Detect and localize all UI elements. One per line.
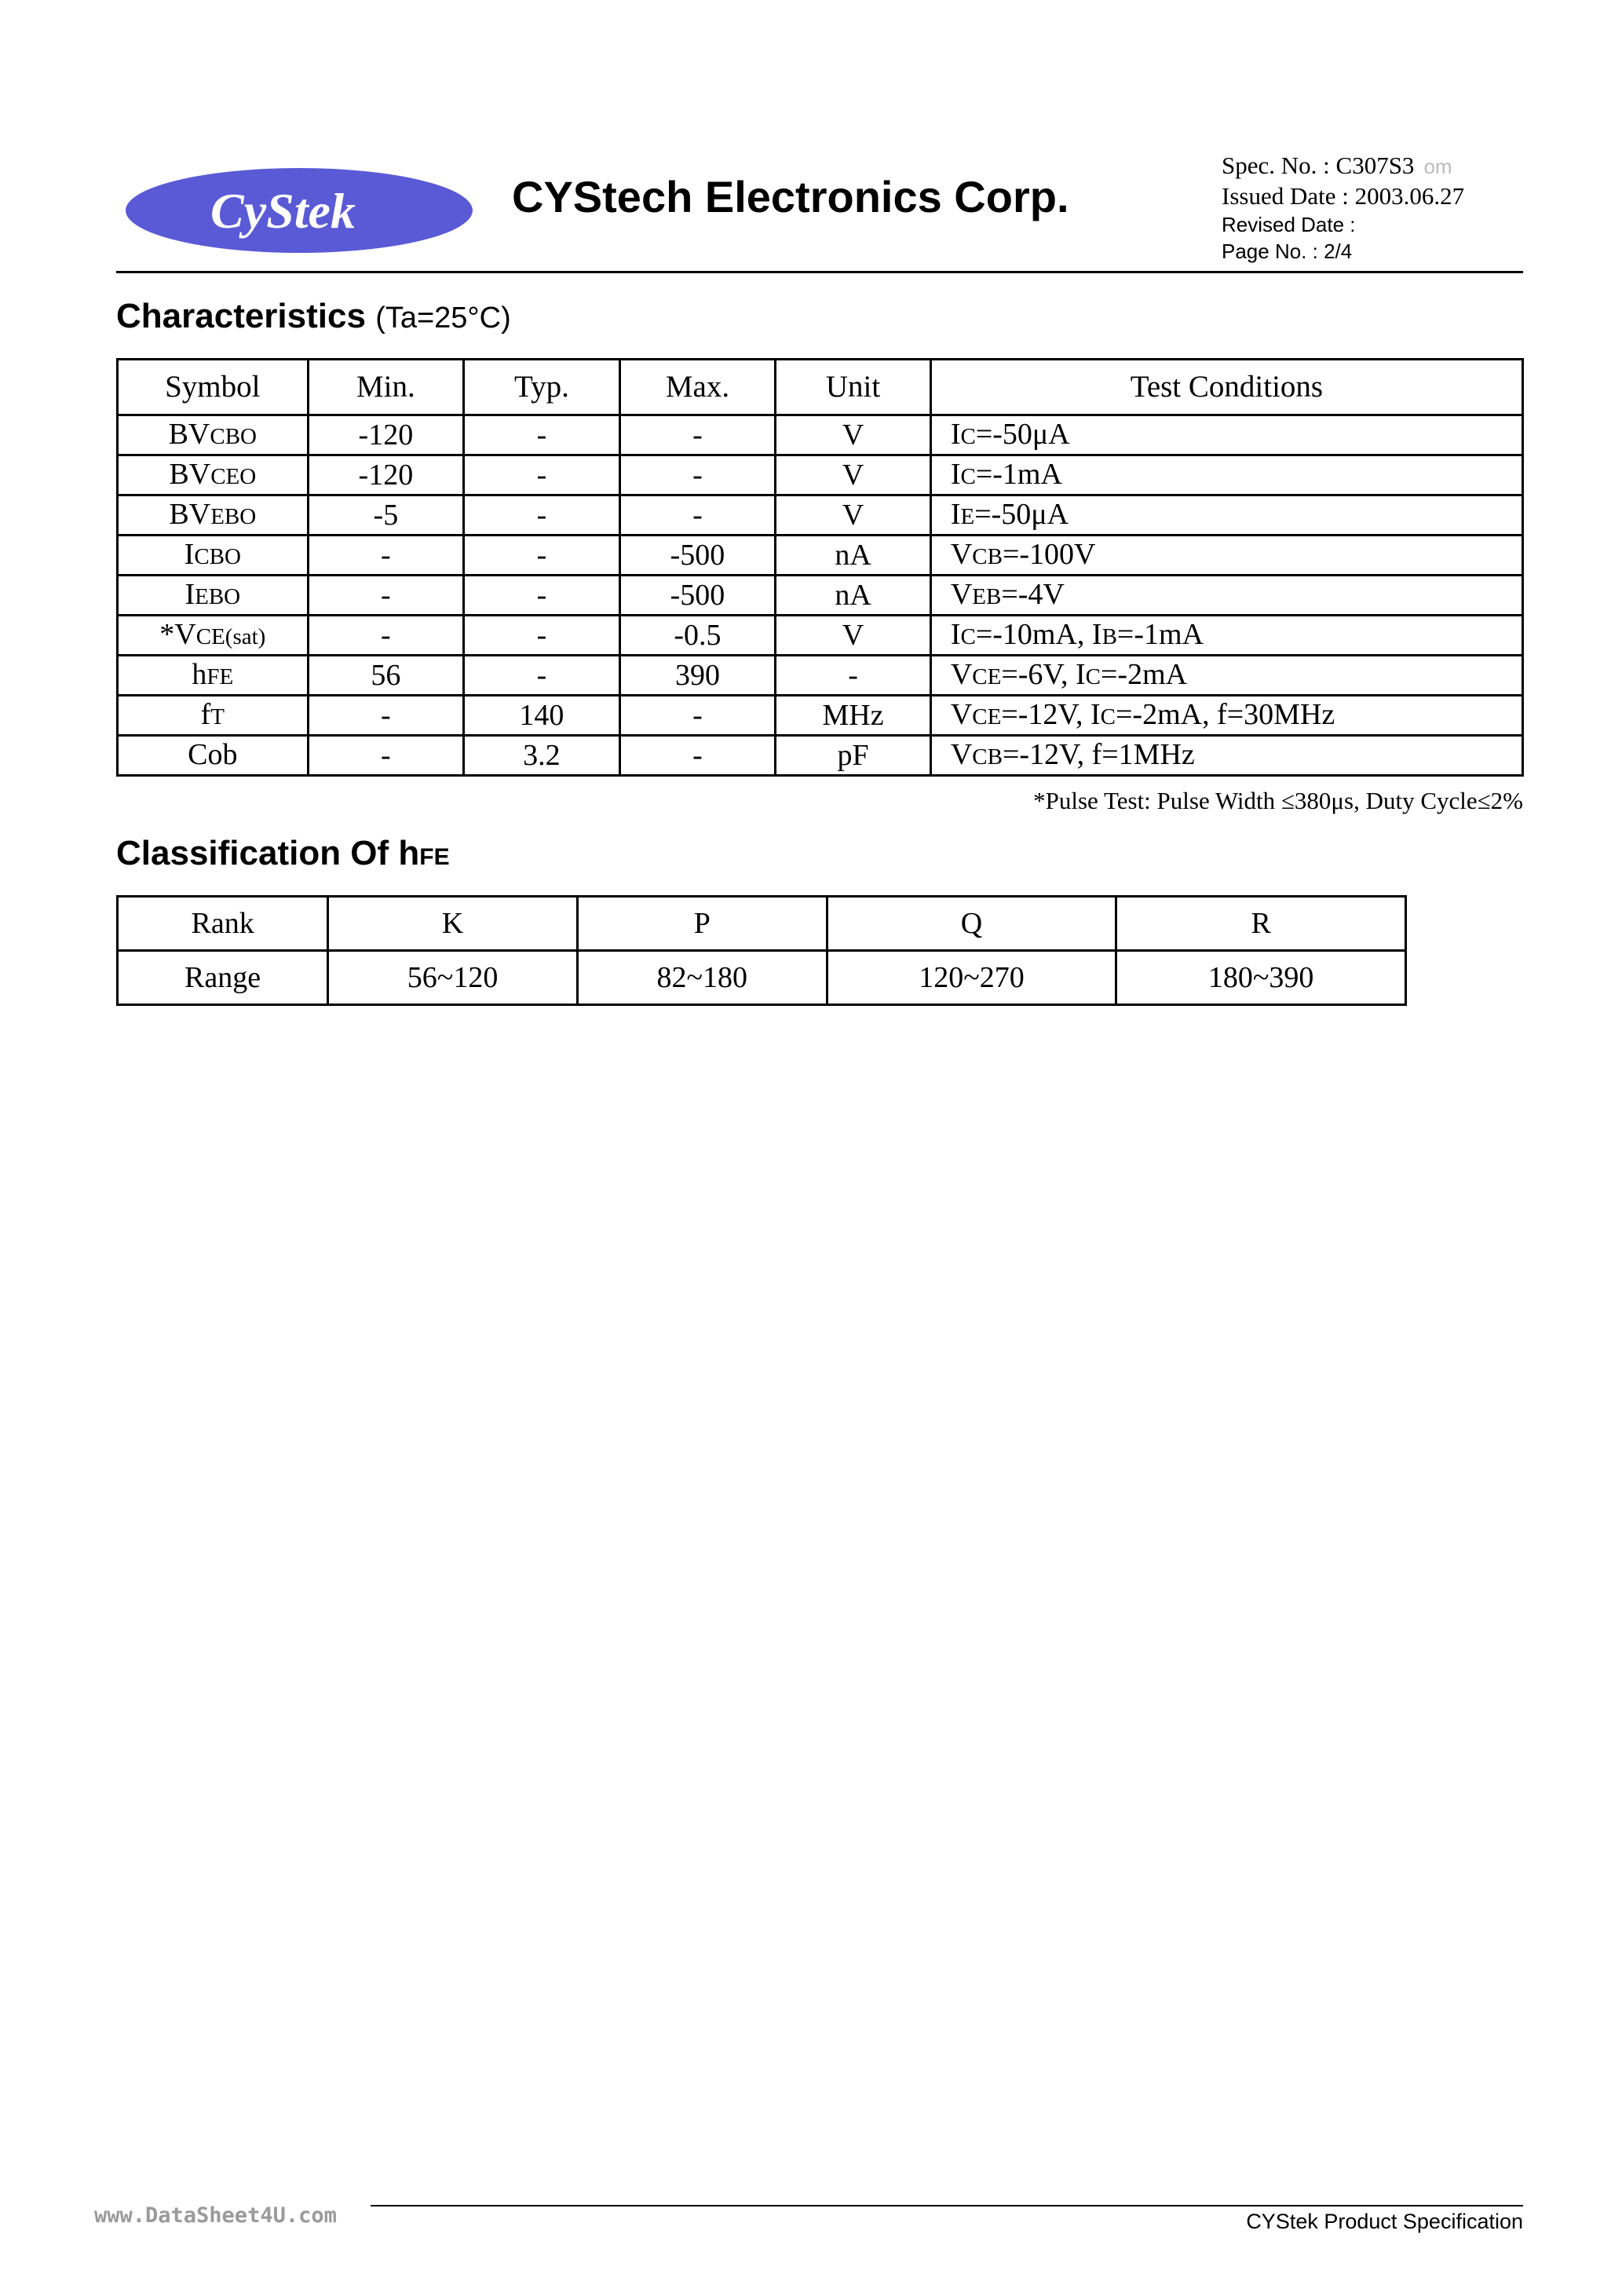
condition-subscript: C: [960, 463, 976, 489]
condition-text: I: [950, 457, 961, 491]
typ-cell: 140: [464, 696, 620, 736]
column-header: Test Conditions: [930, 360, 1522, 415]
symbol-subscript: T: [210, 704, 225, 729]
symbol-cell: [118, 656, 309, 696]
symbol-main: BV: [169, 497, 211, 531]
condition-subscript: CE: [972, 704, 1002, 729]
unit-cell: V: [776, 455, 931, 495]
issued-date-label: Issued Date :: [1222, 182, 1355, 210]
min-cell: -: [308, 616, 464, 656]
symbol-main: BV: [169, 457, 211, 491]
unit-cell: pF: [776, 736, 931, 776]
symbol-subscript: CEO: [210, 463, 257, 489]
symbol-main: I: [184, 537, 195, 571]
condition-text: V: [950, 577, 973, 611]
symbol-main: h: [192, 657, 207, 691]
symbol-subscript: FE: [206, 664, 234, 689]
table-row: [118, 696, 1523, 736]
min-cell: -: [308, 536, 464, 576]
condition-text: =-2mA: [1100, 657, 1188, 691]
company-name: CYStech Electronics Corp.: [512, 172, 1069, 221]
max-cell: -0.5: [619, 616, 776, 656]
condition-text: I: [950, 617, 961, 651]
typ-cell: -: [464, 576, 620, 616]
condition-text: =-6V, I: [1001, 657, 1086, 691]
column-header: Typ.: [464, 360, 620, 415]
condition-subscript: C: [1100, 704, 1116, 729]
rank-label: Rank: [118, 897, 328, 951]
spec-no-label: Spec. No. :: [1222, 152, 1336, 179]
min-cell: -120: [308, 415, 464, 455]
condition-subscript: C: [960, 423, 976, 449]
max-cell: 390: [619, 656, 776, 696]
condition-text: I: [950, 497, 961, 531]
condition-text: V: [950, 657, 973, 691]
unit-cell: V: [776, 415, 931, 455]
condition-subscript: CE: [972, 664, 1002, 689]
unit-cell: nA: [776, 576, 931, 616]
rank-cell: Q: [827, 897, 1116, 951]
condition-text: =-1mA: [1116, 617, 1204, 651]
table-row: [118, 576, 1523, 616]
test-condition-cell: [930, 736, 1522, 776]
logo-text: CyStek: [210, 183, 356, 239]
condition-text: V: [950, 537, 973, 571]
symbol-cell: [118, 536, 309, 576]
unit-cell: V: [776, 616, 931, 656]
symbol-main: *V: [159, 617, 196, 651]
typ-cell: -: [464, 656, 620, 696]
table-row: [118, 536, 1523, 576]
max-cell: -500: [619, 536, 776, 576]
min-cell: -: [308, 576, 464, 616]
min-cell: -5: [308, 495, 464, 536]
watermark-fragment: om: [1423, 155, 1452, 178]
condition-text: =-50μA: [975, 417, 1070, 451]
symbol-main: I: [184, 577, 195, 611]
characteristics-condition: (Ta=25°C): [375, 302, 511, 335]
table-row: [118, 656, 1523, 696]
characteristics-heading: [116, 297, 511, 336]
condition-text: =-1mA: [975, 457, 1062, 491]
footer-divider: [371, 2205, 1523, 2206]
spec-no-value: C307S3: [1335, 152, 1415, 179]
symbol-cell: [118, 415, 309, 455]
table-row: [118, 455, 1523, 495]
table-row: [118, 616, 1523, 656]
symbol-subscript: CBO: [194, 543, 241, 569]
min-cell: -: [308, 736, 464, 776]
condition-text: V: [950, 697, 973, 731]
condition-text: =-12V, f=1MHz: [1002, 737, 1195, 771]
typ-cell: -: [464, 536, 620, 576]
range-cell: 56~120: [328, 951, 578, 1005]
test-condition-cell: [930, 536, 1522, 576]
range-cell: 120~270: [827, 951, 1116, 1005]
typ-cell: -: [464, 616, 620, 656]
symbol-cell: [118, 576, 309, 616]
typ-cell: -: [464, 415, 620, 455]
condition-subscript: EB: [972, 583, 1002, 609]
range-label: Range: [118, 951, 328, 1005]
rank-cell: R: [1116, 897, 1406, 951]
condition-subscript: C: [960, 623, 976, 649]
condition-text: =-4V: [1001, 577, 1065, 611]
symbol-subscript: EBO: [210, 503, 257, 529]
test-condition-cell: [930, 455, 1522, 495]
column-header: Unit: [776, 360, 931, 415]
symbol-cell: [118, 696, 309, 736]
symbol-subscript: CBO: [210, 423, 258, 449]
symbol-cell: [118, 616, 309, 656]
column-header: Max.: [619, 360, 776, 415]
classification-title-sub: FE: [419, 844, 450, 870]
max-cell: -: [619, 736, 776, 776]
condition-subscript: E: [960, 503, 975, 529]
condition-text: =-2mA, f=30MHz: [1115, 697, 1335, 731]
characteristics-title: Characteristics: [116, 297, 366, 335]
footer-label: CYStek Product Specification: [1246, 2210, 1523, 2233]
test-condition-cell: [930, 576, 1522, 616]
classification-heading: [116, 834, 450, 873]
header-divider: [116, 271, 1523, 273]
table-header-row: [118, 360, 1523, 415]
page-number: Page No. : 2/4: [1222, 239, 1353, 263]
footer-watermark: www.DataSheet4U.com: [94, 2203, 337, 2228]
spec-no: [1222, 151, 1520, 181]
condition-text: =-12V, I: [1001, 697, 1101, 731]
symbol-main: f: [200, 697, 211, 731]
condition-text: I: [950, 417, 961, 451]
column-header: Min.: [308, 360, 464, 415]
condition-text: V: [950, 737, 973, 771]
classification-table: [116, 895, 1407, 1006]
min-cell: -120: [308, 455, 464, 495]
rank-row: [118, 897, 1406, 951]
rank-cell: P: [577, 897, 827, 951]
issued-date-value: 2003.06.27: [1354, 182, 1465, 210]
test-condition-cell: [930, 656, 1522, 696]
condition-text: =-50μA: [974, 497, 1069, 531]
max-cell: -: [619, 415, 776, 455]
unit-cell: nA: [776, 536, 931, 576]
condition-subscript: C: [1085, 664, 1101, 689]
condition-text: =-10mA, I: [975, 617, 1102, 651]
range-cell: 180~390: [1116, 951, 1406, 1005]
symbol-cell: [118, 736, 309, 776]
max-cell: -: [619, 495, 776, 536]
test-condition-cell: [930, 415, 1522, 455]
max-cell: -500: [619, 576, 776, 616]
symbol-subscript: CE(sat): [195, 623, 266, 649]
characteristics-table: [116, 358, 1524, 777]
unit-cell: -: [776, 656, 931, 696]
condition-subscript: CB: [972, 543, 1003, 569]
rank-cell: K: [328, 897, 578, 951]
typ-cell: -: [464, 455, 620, 495]
pulse-test-footnote: *Pulse Test: Pulse Width ≤380μs, Duty Cycle≤2%: [1033, 787, 1523, 814]
table-row: [118, 495, 1523, 536]
test-condition-cell: [930, 616, 1522, 656]
cystek-logo: [124, 163, 474, 258]
min-cell: -: [308, 696, 464, 736]
symbol-subscript: EBO: [195, 583, 241, 609]
max-cell: -: [619, 696, 776, 736]
range-cell: 82~180: [577, 951, 827, 1005]
max-cell: -: [619, 455, 776, 495]
condition-text: =-100V: [1002, 537, 1096, 571]
unit-cell: MHz: [776, 696, 931, 736]
revised-date: Revised Date :: [1222, 213, 1356, 236]
unit-cell: V: [776, 495, 931, 536]
condition-subscript: B: [1101, 623, 1117, 649]
test-condition-cell: [930, 696, 1522, 736]
issued-date: [1222, 181, 1520, 211]
spec-block: [1222, 151, 1520, 265]
symbol-main: Cob: [188, 737, 238, 771]
range-row: [118, 951, 1406, 1005]
table-row: [118, 415, 1523, 455]
classification-title: Classification Of h: [116, 834, 420, 872]
typ-cell: -: [464, 495, 620, 536]
typ-cell: 3.2: [464, 736, 620, 776]
condition-subscript: CB: [972, 744, 1003, 770]
test-condition-cell: [930, 495, 1522, 536]
min-cell: 56: [308, 656, 464, 696]
symbol-cell: [118, 455, 309, 495]
symbol-main: BV: [168, 417, 210, 451]
symbol-cell: [118, 495, 309, 536]
table-row: [118, 736, 1523, 776]
column-header: Symbol: [118, 360, 309, 415]
